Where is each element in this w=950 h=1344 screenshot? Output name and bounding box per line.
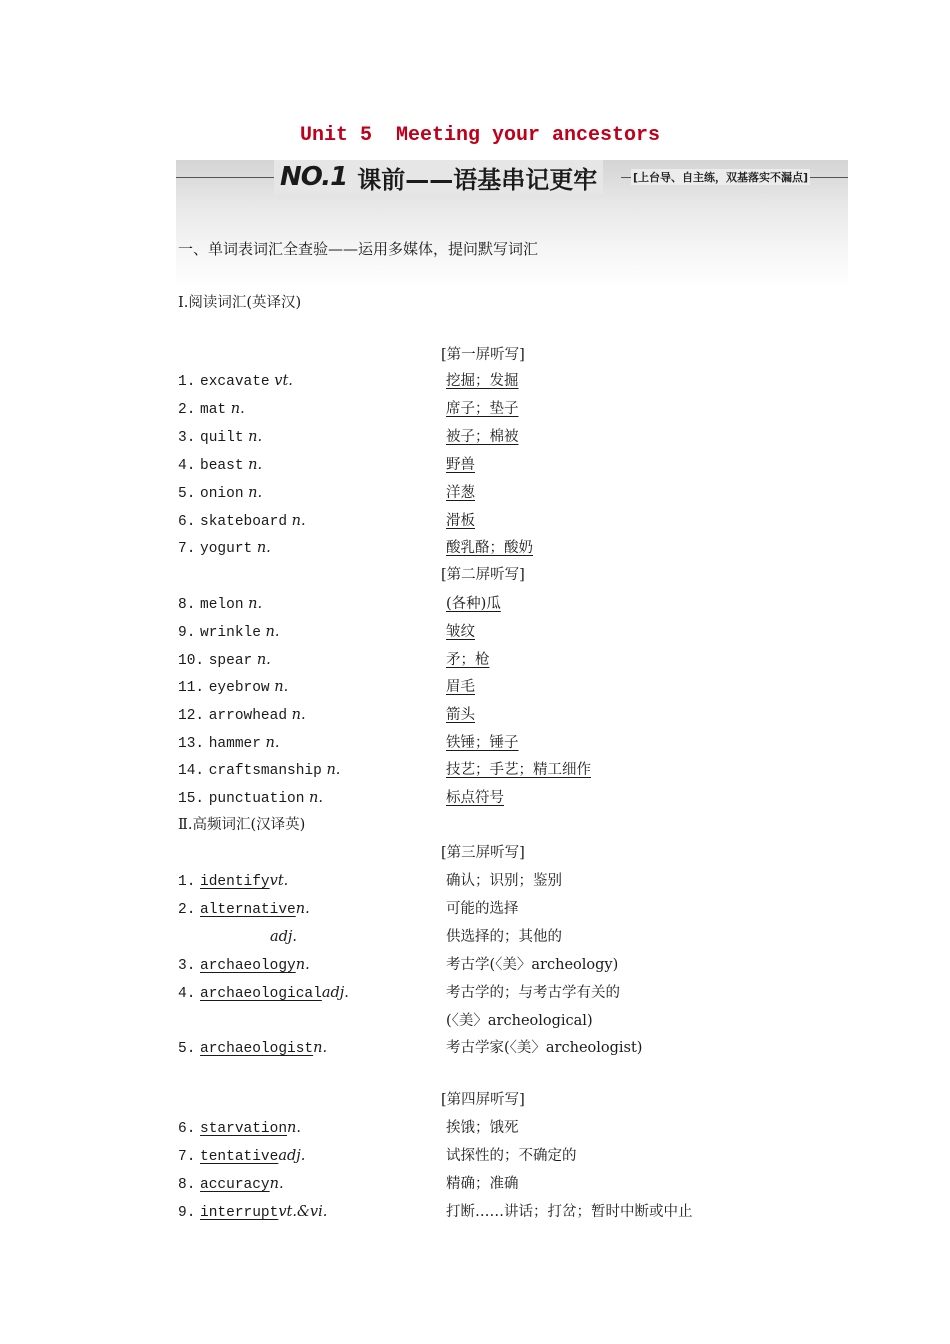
vocab-item [178,677,288,698]
vocab-item [178,399,245,420]
item-word: wrinkle [200,625,261,641]
item-number: 2. [178,402,196,418]
item-number: 5. [178,486,196,502]
item-number: 14. [178,763,205,779]
item-word: arrowhead [208,708,288,724]
item-answer: 矛；枪 [446,652,490,668]
vocab-item [178,788,323,809]
item-pos: n. [326,762,341,778]
item-pos: n. [230,401,245,417]
vocab-item [178,1038,327,1059]
item-answer: 技艺；手艺；精工细作 [446,762,591,778]
screen-label-2: [第二屏听写] [441,567,525,583]
item-pos: n. [295,901,310,917]
vocab-item [178,622,280,643]
item-word: interrupt [200,1205,279,1221]
item-answer: 皱纹 [446,624,475,640]
item-word: quilt [200,430,244,446]
item-number: 15. [178,791,205,807]
item-answer: 眉毛 [446,679,475,695]
vocab-item [178,705,306,726]
vocab-item [178,871,288,892]
item-word: yogurt [200,541,253,557]
item-number: 1. [178,374,196,390]
item-pos: n. [248,429,263,445]
item-pos: vt. [269,873,289,889]
item-number: 8. [178,1177,196,1193]
vocab-item [178,1174,284,1195]
item-number: 3. [178,430,196,446]
item-number: 3. [178,958,196,974]
item-answer: 挖掘；发掘 [446,373,519,389]
part2-heading: Ⅱ.高频词汇(汉译英) [178,817,306,833]
item-answer: 野兽 [446,457,475,473]
item-number: 2. [178,902,196,918]
vocab-item [178,427,262,448]
item-pos: n. [256,540,271,556]
item-meaning: 供选择的；其他的 [446,929,562,945]
vocab-item [178,371,293,392]
item-number: 5. [178,1041,196,1057]
banner-number: NO.1 [280,162,348,192]
vocab-item [178,733,280,754]
banner-rule-left [176,177,276,178]
item-answer: 标点符号 [446,790,504,806]
vocab-item [178,1118,301,1139]
item-word: mat [200,402,227,418]
item-meaning: 挨饿；饿死 [446,1120,519,1136]
item-pos: n. [248,485,263,501]
item-number: 4. [178,986,196,1002]
item-word: archaeologist [200,1041,314,1057]
item-pos: n. [291,513,306,529]
item-meaning: 试探性的；不确定的 [446,1148,577,1164]
screen-label-1: [第一屏听写] [441,347,525,363]
item-number: 7. [178,541,196,557]
item-answer: 席子；垫子 [446,401,519,417]
item-pos: vt.&vi. [278,1204,328,1220]
item-number: 12. [178,708,205,724]
item-pos: n. [265,624,280,640]
item-word: archaeological [200,986,322,1002]
vocab-item [178,760,340,781]
section-heading: 一、单词表词汇全查验——运用多媒体，提问默写词汇 [178,240,539,258]
item-word: hammer [208,736,261,752]
item-pos: n. [309,790,323,806]
item-pos: n. [269,1176,284,1192]
item-answer: 箭头 [446,707,475,723]
item-word: archaeology [200,958,296,974]
item-answer: 铁锤；锤子 [446,735,519,751]
item-answer: 被子；棉被 [446,429,519,445]
item-word: spear [208,653,253,669]
item-number: 6. [178,514,196,530]
vocab-item [178,899,310,920]
item-number: 9. [178,1205,196,1221]
item-pos: n. [248,596,263,612]
item-pos: n. [256,652,271,668]
item-word: excavate [200,374,270,390]
item-word: onion [200,486,244,502]
item-number: 7. [178,1149,196,1165]
item-pos: adj. [321,985,349,1001]
item-word: skateboard [200,514,288,530]
vocab-item [178,955,310,976]
screen-label-3: [第三屏听写] [441,845,525,861]
item-number: 13. [178,736,205,752]
item-meaning: 考古学(〈美〉archeology) [446,957,619,973]
item-word: identify [200,874,270,890]
item-number: 9. [178,625,196,641]
section-banner [176,160,848,290]
vocab-item [178,650,271,671]
item-word: craftsmanship [208,763,322,779]
vocab-item [178,483,262,504]
vocab-item [178,511,306,532]
vocab-item [178,927,297,947]
item-answer: 滑板 [446,513,475,529]
banner-main-text: 课前——语基串记更牢 [357,165,598,194]
item-word: tentative [200,1149,279,1165]
vocab-item [178,1146,305,1167]
item-word: accuracy [200,1177,270,1193]
vocab-item [178,455,262,476]
item-number: 8. [178,597,196,613]
vocab-item [178,1202,327,1223]
item-pos: n. [265,735,280,751]
item-word: beast [200,458,244,474]
item-pos: n. [287,1120,301,1136]
vocab-item [178,983,349,1004]
page-title: Unit 5 Meeting your ancestors [299,124,661,147]
item-word: punctuation [208,791,305,807]
item-answer: 洋葱 [446,485,475,501]
banner-subtitle: [上台导、自主练，双基落实不漏点] [633,171,809,184]
vocab-item [178,538,271,559]
item-pos: n. [274,679,289,695]
item-word: alternative [200,902,296,918]
item-number: 6. [178,1121,196,1137]
screen-label-4: [第四屏听写] [441,1092,525,1108]
item-number: 11. [178,680,205,696]
item-number: 10. [178,653,205,669]
item-pos: vt. [274,373,293,389]
item-pos: n. [313,1040,328,1056]
item-meaning: 精确；准确 [446,1176,519,1192]
item-meaning: 打断……讲话；打岔；暂时中断或中止 [446,1204,693,1220]
item-pos: n. [291,707,306,723]
item-meaning: 考古学的；与考古学有关的 [446,985,620,1001]
item-word: starvation [200,1121,288,1137]
item-word: eyebrow [208,680,270,696]
item-answer: (各种)瓜 [446,596,501,612]
item-word: melon [200,597,244,613]
item-meaning: 可能的选择 [446,901,519,917]
item-pos: n. [295,957,310,973]
part1-heading: Ⅰ.阅读词汇(英译汉) [178,295,302,311]
item-number: 1. [178,874,196,890]
item-meaning: (〈美〉archeological) [446,1013,593,1029]
item-meaning: 确认；识别；鉴别 [446,873,562,889]
item-meaning: 考古学家(〈美〉archeologist) [446,1040,643,1056]
item-number: 4. [178,458,196,474]
item-answer: 酸乳酪；酸奶 [446,540,533,556]
banner-title [274,160,603,194]
vocab-item [178,594,262,615]
item-pos: adj. [270,929,298,945]
item-pos: n. [248,457,263,473]
item-pos: adj. [278,1148,306,1164]
